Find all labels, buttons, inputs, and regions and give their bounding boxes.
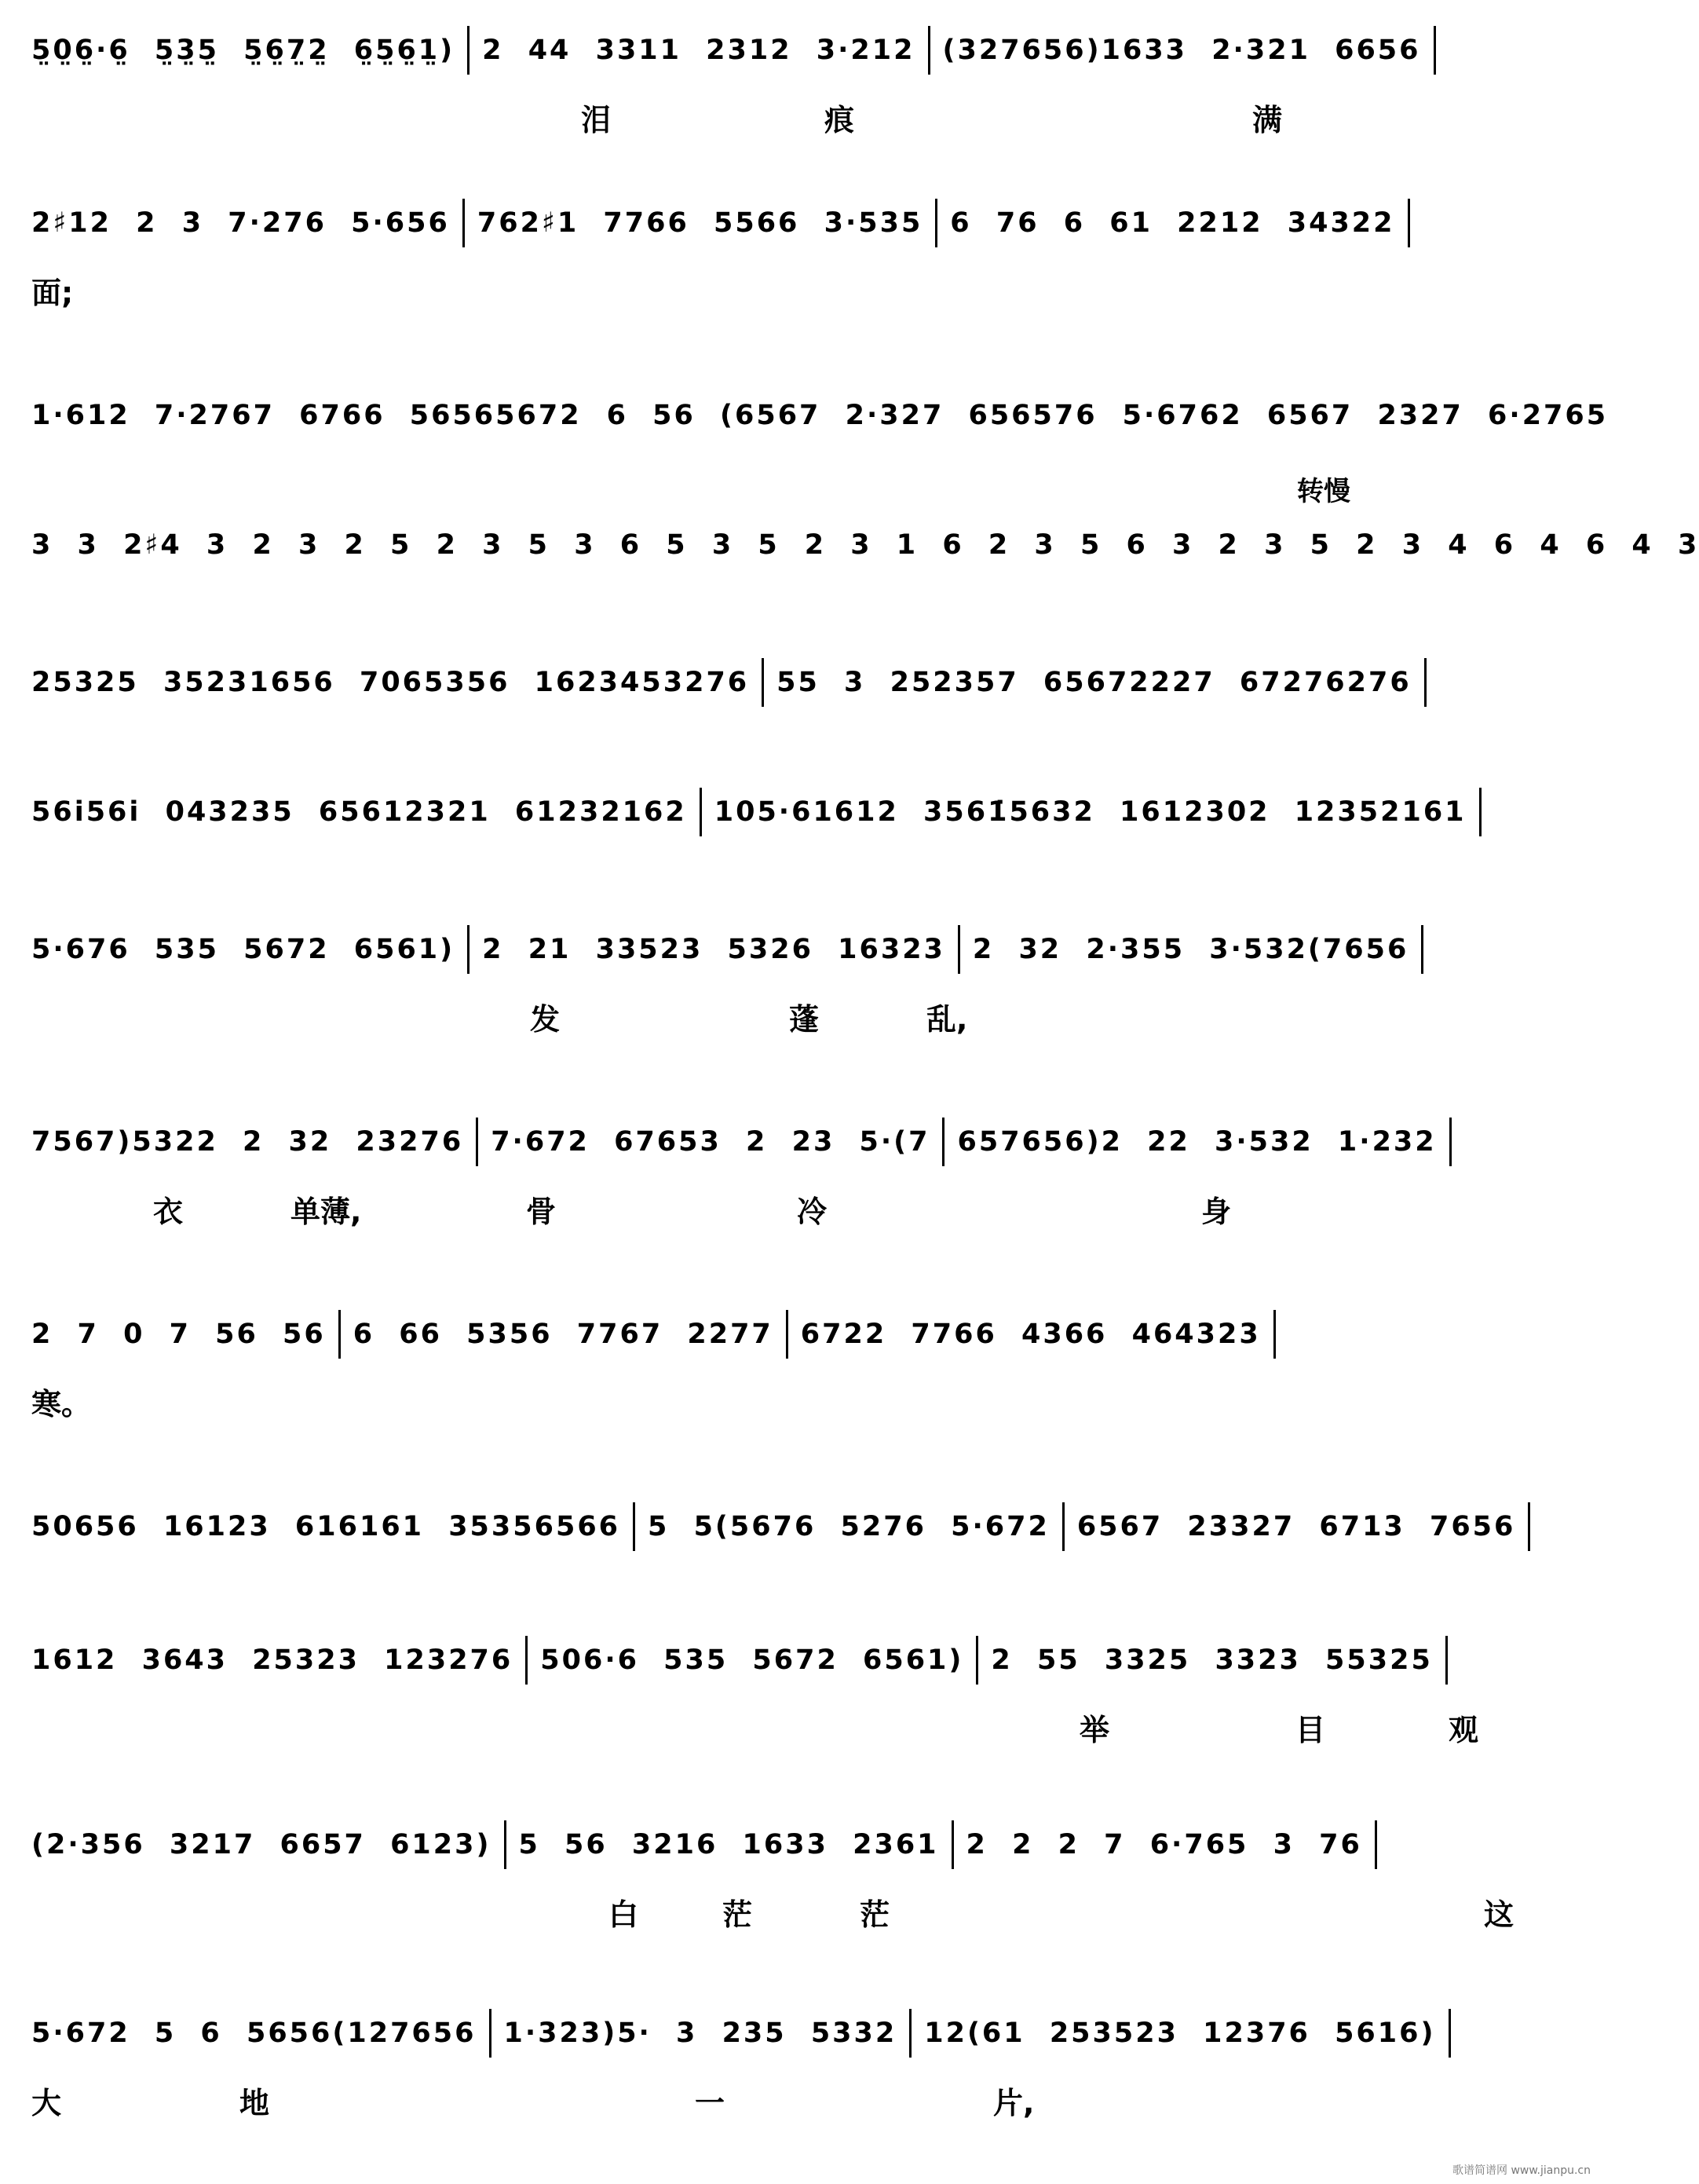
- measure: 1·612 7·2767 6766 56565672: [31, 400, 582, 431]
- bar-line: [338, 1310, 341, 1359]
- lyric-word: 举: [1080, 1713, 1110, 1747]
- bar-line: [1479, 788, 1482, 836]
- score-system: [31, 24, 1578, 149]
- measure: 105·61612 3561̇5632 1612302 12352161: [714, 796, 1467, 828]
- measure: 12(61 253523 12376 5616): [924, 2018, 1436, 2049]
- bar-line: [935, 199, 937, 247]
- bar-line: [489, 2009, 491, 2058]
- measure: 2 21 33523 5326 16323: [482, 934, 945, 965]
- measure: 7567)5322 2 32 23276: [31, 1126, 464, 1158]
- lyrics-line: [31, 995, 1578, 1037]
- measure: 5 56 3216 1633 2361: [518, 1829, 939, 1860]
- notation-line: [31, 1115, 1578, 1169]
- score-system: [31, 923, 1578, 1048]
- measure: (327656)1633 2·321 6656: [942, 35, 1421, 66]
- bar-line: [1449, 1118, 1452, 1166]
- bar-line: [1445, 1636, 1448, 1685]
- bar-line: [467, 925, 470, 974]
- notation-line: [31, 923, 1578, 976]
- bar-line: [1528, 1502, 1530, 1551]
- measure: 5·6762 6567 2327 6·2765: [1122, 400, 1609, 431]
- tempo-annotation: 转慢: [1297, 476, 1350, 507]
- bar-line: [633, 1502, 635, 1551]
- lyric-word: 茫: [860, 1897, 890, 1932]
- measure: 2 7 0 7 56 56: [31, 1319, 326, 1350]
- measure: 1612 3643 25323 123276: [31, 1644, 513, 1676]
- score-system: [31, 2007, 1578, 2132]
- measure: 5 5(5676 5276 5·672: [648, 1511, 1050, 1542]
- lyric-word: 观: [1449, 1713, 1479, 1747]
- notation-line: [31, 1308, 1578, 1361]
- lyric-word: 乱,: [926, 1002, 968, 1037]
- lyrics-line: [31, 1890, 1578, 1930]
- measure: 657656)2 22 3·532 1·232: [957, 1126, 1437, 1158]
- bar-line: [476, 1118, 478, 1166]
- bar-line: [1062, 1502, 1065, 1551]
- notation-line: [31, 2007, 1578, 2060]
- measure: 7·672 67653 2 23 5·(7: [491, 1126, 930, 1158]
- lyric-word: 蓬: [789, 1002, 820, 1037]
- measure: 2 2 2 7 6·765 3 76: [966, 1829, 1362, 1860]
- lyric-word: 这: [1484, 1897, 1514, 1932]
- notation-line: [31, 1818, 1578, 1871]
- measure: 762♯1 7766 5566 3·535: [477, 207, 923, 239]
- measure: 2 3 1 6 2 3 5 6 3 2 3 5 2 3 4 6 4 6 4 3: [804, 529, 1699, 561]
- bar-line: [928, 26, 930, 75]
- bar-line: [525, 1636, 528, 1685]
- bar-line: [462, 199, 465, 247]
- measure: 25325 35231656 7065356 1623453276: [31, 667, 750, 698]
- lyrics-line: [31, 96, 1578, 135]
- lyric-word: 痕: [824, 103, 855, 137]
- measure: 6567 23327 6713 7656: [1076, 1511, 1516, 1542]
- score-system: [31, 1633, 1578, 1759]
- lyrics-line: [31, 269, 1578, 308]
- bar-line: [700, 788, 702, 836]
- bar-line: [467, 26, 470, 75]
- bar-line: [1408, 199, 1410, 247]
- lyric-word: 寒。: [31, 1387, 92, 1421]
- bar-line: [1424, 658, 1427, 707]
- lyric-word: 衣: [153, 1194, 184, 1229]
- bar-line: [976, 1636, 978, 1685]
- bar-line: [1421, 925, 1423, 974]
- notation-line: [31, 1633, 1578, 1687]
- bar-line: [1375, 1820, 1377, 1869]
- bar-line: [952, 1820, 954, 1869]
- notation-line: [31, 656, 1578, 709]
- watermark: 歌谱简谱网 www.jianpu.cn: [1452, 2164, 1591, 2177]
- score-system: [31, 1500, 1578, 1626]
- lyric-word: 目: [1295, 1713, 1326, 1747]
- measure: 2 44 3311 2312 3·212: [482, 35, 915, 66]
- measure: 6 56 (6567 2·327 656576: [606, 400, 1098, 431]
- lyric-word: 面;: [31, 276, 74, 310]
- bar-line: [786, 1310, 788, 1359]
- measure: 3 3 2♯4 3 2 3 2 5 2 3 5 3 6 5 3 5: [31, 529, 780, 561]
- lyric-word: 发: [530, 1002, 561, 1037]
- lyric-word: 身: [1201, 1194, 1232, 1229]
- lyrics-line: [31, 2079, 1578, 2118]
- score-system: [31, 1308, 1578, 1433]
- notation-line: [31, 24, 1578, 77]
- lyric-word: 一: [695, 2086, 725, 2120]
- score-system: [31, 785, 1578, 911]
- bar-line: [762, 658, 764, 707]
- score-system: [31, 656, 1578, 781]
- lyric-word: 白: [608, 1897, 639, 1932]
- notation-line: [31, 785, 1578, 839]
- score-system: [31, 196, 1578, 322]
- lyric-word: 片,: [993, 2086, 1035, 2120]
- bar-line: [1273, 1310, 1276, 1359]
- measure: 2 55 3325 3323 55325: [991, 1644, 1433, 1676]
- bar-line: [1434, 26, 1436, 75]
- notation-line: [31, 196, 1578, 250]
- bar-line: [504, 1820, 506, 1869]
- measure: 6722 7766 4366 464323: [800, 1319, 1261, 1350]
- measure: 506·6 535 5672 6561): [540, 1644, 964, 1676]
- lyric-word: 单薄,: [290, 1194, 362, 1229]
- notation-line: [31, 518, 1699, 572]
- lyrics-line: [31, 1380, 1578, 1419]
- measure: 5·672 5 6 5656(127656: [31, 2018, 477, 2049]
- measure: 56i56i 043235 65612321 61232162: [31, 796, 687, 828]
- bar-line: [909, 2009, 912, 2058]
- measure: 6 66 5356 7767 2277: [353, 1319, 773, 1350]
- measure: 2 32 2·355 3·532(7656: [972, 934, 1409, 965]
- lyrics-line: [31, 1706, 1578, 1745]
- lyric-word: 大: [31, 2086, 62, 2120]
- measure: 50656 16123 616161 35356566: [31, 1511, 621, 1542]
- bar-line: [942, 1118, 944, 1166]
- measure: (2·356 3217 6657 6123): [31, 1829, 491, 1860]
- lyric-word: 满: [1252, 103, 1283, 137]
- score-system: [31, 476, 1699, 644]
- bar-line: [1449, 2009, 1451, 2058]
- lyric-word: 泪: [581, 103, 612, 137]
- lyric-word: 冷: [797, 1194, 828, 1229]
- notation-line: [31, 1500, 1578, 1553]
- bar-line: [958, 925, 960, 974]
- score-system: [31, 1115, 1578, 1241]
- lyric-word: 地: [239, 2086, 270, 2120]
- notation-line: [31, 389, 1609, 442]
- measure: 5·676 535 5672 6561): [31, 934, 455, 965]
- measure: 55 3 252357 65672227 67276276: [776, 667, 1412, 698]
- measure: 2♯12 2 3 7·276 5·656: [31, 207, 450, 239]
- lyric-word: 骨: [526, 1194, 557, 1229]
- measure: 5̤0̤6̤·6̤ 5̤3̤5̤ 5̤6̤7̤2̤ 6̤5̤6̤1̤): [31, 35, 455, 66]
- measure: 1·323)5· 3 235 5332: [503, 2018, 897, 2049]
- measure: 6 76 6 61 2212 34322: [950, 207, 1395, 239]
- lyrics-line: [31, 1187, 1578, 1227]
- lyric-word: 茫: [722, 1897, 753, 1932]
- score-system: [31, 1818, 1578, 1944]
